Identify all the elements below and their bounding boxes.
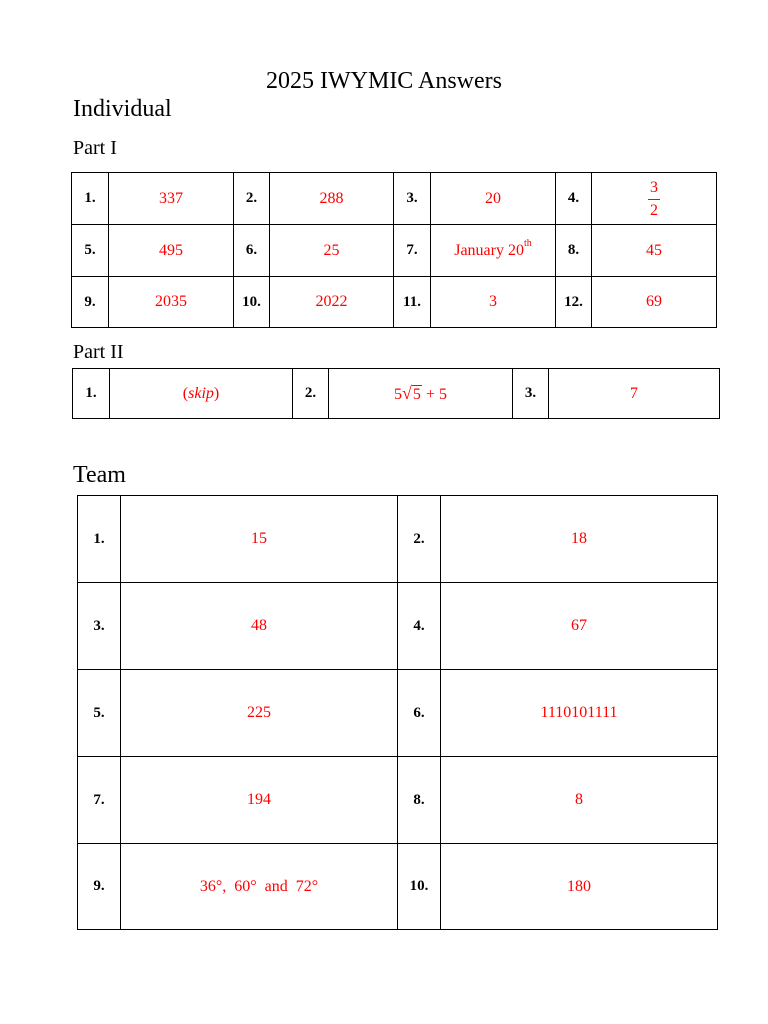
answer-cell xyxy=(329,369,513,419)
part-2-heading: Part II xyxy=(73,341,124,363)
answer-cell: 495 xyxy=(109,225,234,277)
answer-cell: 45 xyxy=(592,225,717,277)
fraction-denominator: 2 xyxy=(650,201,658,219)
paren-close: ) xyxy=(213,384,220,402)
question-number: 9. xyxy=(72,277,109,328)
team-heading: Team xyxy=(73,462,126,488)
expression-tail: + 5 xyxy=(421,386,447,403)
date-superscript: th xyxy=(523,238,532,250)
paren-open: ( xyxy=(182,384,189,402)
fraction-numerator: 3 xyxy=(650,178,658,196)
answer-cell xyxy=(592,173,717,225)
answer-cell: 20 xyxy=(431,173,556,225)
answer-cell: 67 xyxy=(441,583,718,670)
answer-cell: 15 xyxy=(121,496,398,583)
answer-cell: 36°, 60° and 72° xyxy=(121,844,398,930)
question-number: 6. xyxy=(234,225,270,277)
question-number: 6. xyxy=(398,670,441,757)
answer-cell xyxy=(110,369,293,419)
answer-cell: 25 xyxy=(270,225,394,277)
date-text: January 20 xyxy=(454,241,524,259)
question-number: 2. xyxy=(398,496,441,583)
answer-cell: 8 xyxy=(441,757,718,844)
team-answer-table xyxy=(77,495,718,930)
question-number: 2. xyxy=(293,369,329,419)
fraction xyxy=(648,180,660,219)
answer-cell: 2022 xyxy=(270,277,394,328)
individual-heading: Individual xyxy=(73,96,172,122)
question-number: 3. xyxy=(513,369,549,419)
question-number: 2. xyxy=(234,173,270,225)
answer-cell: 337 xyxy=(109,173,234,225)
answer-cell: 2035 xyxy=(109,277,234,328)
question-number: 9. xyxy=(78,844,121,930)
radicand: 5 xyxy=(412,386,421,403)
question-number: 7. xyxy=(78,757,121,844)
radical-icon: √ xyxy=(402,383,412,403)
question-number: 1. xyxy=(72,173,109,225)
answer-cell: 18 xyxy=(441,496,718,583)
answer-cell: 288 xyxy=(270,173,394,225)
skip-text: skip xyxy=(188,384,214,402)
question-number: 8. xyxy=(556,225,592,277)
page-title: 2025 IWYMIC Answers xyxy=(266,68,502,94)
answer-cell: 3 xyxy=(431,277,556,328)
question-number: 4. xyxy=(398,583,441,670)
question-number: 12. xyxy=(556,277,592,328)
answer-cell: 1110101111 xyxy=(441,670,718,757)
question-number: 4. xyxy=(556,173,592,225)
fraction-bar xyxy=(648,199,660,200)
question-number: 10. xyxy=(234,277,270,328)
question-number: 5. xyxy=(72,225,109,277)
question-number: 1. xyxy=(73,369,110,419)
answer-cell xyxy=(431,225,556,277)
answer-cell: 194 xyxy=(121,757,398,844)
question-number: 7. xyxy=(394,225,431,277)
answer-cell: 69 xyxy=(592,277,717,328)
question-number: 3. xyxy=(394,173,431,225)
part-1-heading: Part I xyxy=(73,137,117,159)
question-number: 1. xyxy=(78,496,121,583)
question-number: 5. xyxy=(78,670,121,757)
answer-cell: 48 xyxy=(121,583,398,670)
question-number: 3. xyxy=(78,583,121,670)
question-number: 8. xyxy=(398,757,441,844)
answer-cell: 180 xyxy=(441,844,718,930)
answer-cell: 7 xyxy=(549,369,720,419)
part-1-answer-table xyxy=(71,172,717,328)
question-number: 10. xyxy=(398,844,441,930)
question-number: 11. xyxy=(394,277,431,328)
part-2-answer-table xyxy=(72,368,720,419)
answer-cell: 225 xyxy=(121,670,398,757)
coefficient: 5 xyxy=(394,386,403,403)
